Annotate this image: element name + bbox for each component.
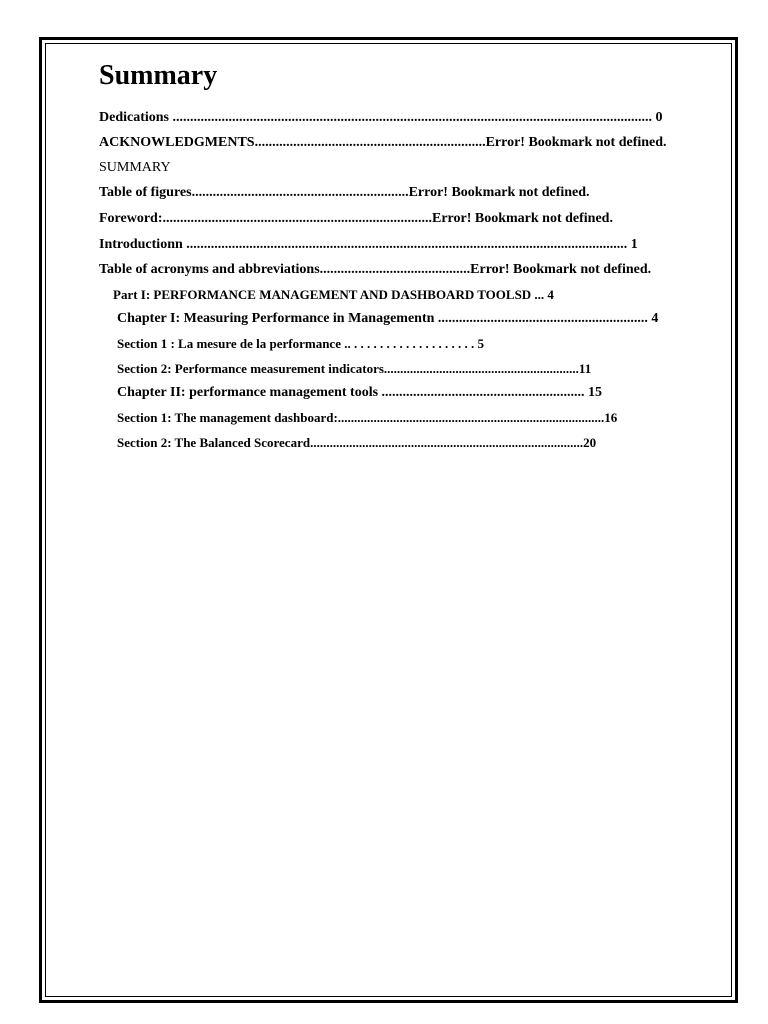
toc-entry-foreword[interactable]: Foreword:.............................................................................Error! Bookmark not defined. (99, 211, 613, 226)
toc-entry-part-1[interactable]: Part I: PERFORMANCE MANAGEMENT AND DASHBOARD TOOLSD ... 4 (113, 287, 554, 302)
toc-entry-dedications[interactable]: Dedications ......................................................................................................................................... 0 (99, 110, 663, 125)
toc-entry-acronyms[interactable]: Table of acronyms and abbreviations...........................................Error! Bookmark not defined. (99, 262, 652, 277)
page-border (39, 37, 738, 1003)
toc-entry-introduction[interactable]: Introductionn .............................................................................................................................. 1 (99, 237, 638, 252)
toc-entry-ch1-section-2[interactable]: Section 2: Performance measurement indicators............................................................11 (117, 361, 592, 376)
toc-entry-acknowledgments[interactable]: ACKNOWLEDGMENTS..................................................................Error! Bookmark not defined. (99, 135, 667, 150)
toc-entry-chapter-1[interactable]: Chapter I: Measuring Performance in Managementn ............................................................ 4 (117, 311, 659, 326)
page-title: Summary (99, 60, 218, 91)
toc-entry-table-of-figures[interactable]: Table of figures..............................................................Error! Bookmark not defined. (99, 185, 590, 200)
toc-entry-ch1-section-1[interactable]: Section 1 : La mesure de la performance .. . . . . . . . . . . . . . . . . . . . 5 (117, 336, 484, 351)
toc-entry-chapter-2[interactable]: Chapter II: performance management tools .......................................................... 15 (117, 385, 603, 400)
toc-entry-summary[interactable]: SUMMARY (99, 160, 171, 175)
toc-entry-ch2-section-1[interactable]: Section 1: The management dashboard:..................................................................................16 (117, 410, 618, 425)
toc-entry-ch2-section-2[interactable]: Section 2: The Balanced Scorecard....................................................................................20 (117, 435, 597, 450)
